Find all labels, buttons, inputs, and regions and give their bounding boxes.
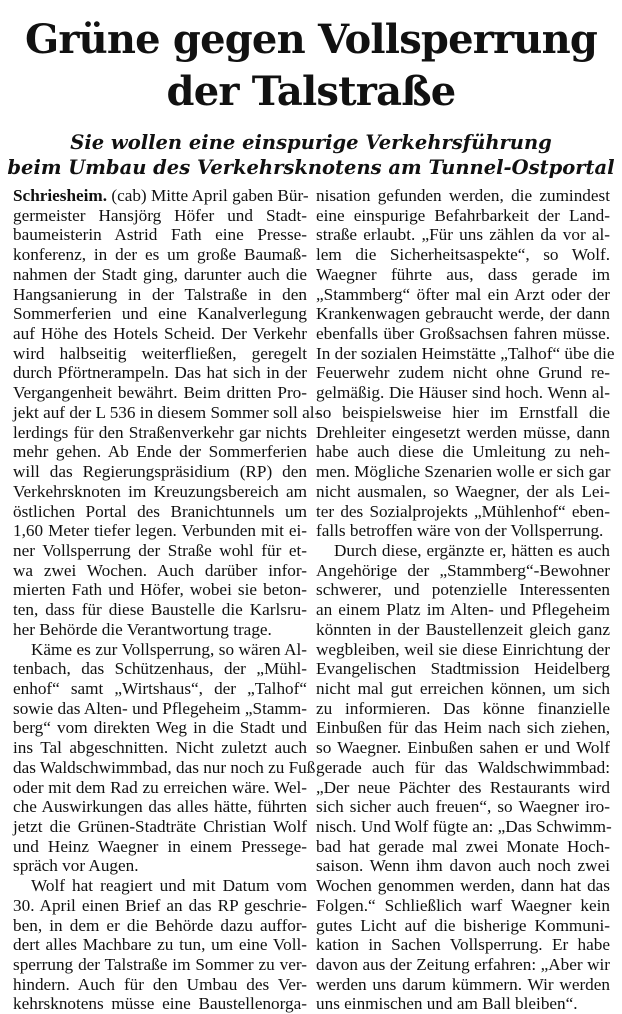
text-line: Folgen.“ Schließlich warf Waegner kein (316, 895, 610, 915)
headline-line-1: Grüne gegen Vollsperrung (24, 16, 598, 63)
text-line: davon aus der Zeitung erfahren: „Aber wir (316, 955, 610, 975)
text-line: sowie das Alten- und Pflegeheim „Stamm- (13, 698, 307, 718)
text-line: ten, dass für diese Baustelle die Karlsru- (13, 600, 307, 620)
text-line: werden uns darum kümmern. Wir werden (316, 974, 610, 994)
text-line: 30. April einen Brief an das RP geschrie- (13, 895, 307, 915)
text-line: berg“ vom direkten Weg in die Stadt und (13, 718, 307, 738)
text-line: mehr gehen. Ab Ende der Sommerferien (13, 442, 307, 462)
text-line: ben, in dem er die Behörde dazu auffor- (13, 915, 307, 935)
text-line: und Heinz Waegner in einem Pressege- (13, 836, 307, 856)
text-line: „Der neue Pächter des Restaurants wird (316, 777, 610, 797)
text-line: tenbach, das Schützenhaus, der „Mühl- (13, 659, 307, 679)
text-line: sperrung der Talstraße im Sommer zu ver- (13, 955, 307, 975)
text-line: nicht ausmalen, so Waegner, der als Lei- (316, 481, 610, 501)
text-line: baumeisterin Astrid Fath eine Presse- (13, 225, 307, 245)
text-line: Feuerwehr zudem nicht ohne Grund re- (316, 363, 610, 383)
text-line: 1,60 Meter tiefer legen. Verbunden mit ei- (13, 521, 307, 541)
text-line: jekt auf der L 536 in diesem Sommer soll al- (13, 402, 321, 422)
text-line: bad hat gerade mal zwei Monate Hoch- (316, 836, 610, 856)
text-line: durch Pförtnerampeln. Das hat sich in der (13, 363, 307, 383)
text-line: Angehörige der „Stammberg“-Bewohner (316, 560, 610, 580)
subheadline-line-1: Sie wollen eine einspurige Verkehrsführung (70, 131, 552, 154)
text-line: men. Mögliche Szenarien wolle er sich gar (316, 462, 611, 482)
text-line: Drehleiter eingesetzt werden müsse, dann (316, 422, 610, 442)
text-line: lerdings für den Straßenverkehr gar nichts (13, 422, 307, 442)
text-line: Evangelischen Stadtmission Heidelberg (316, 659, 610, 679)
text-line: enhof“ samt „Wirtshaus“, der „Talhof“ (13, 678, 307, 698)
text-line: mierten Fath und Höfer, wobei sie beton- (13, 580, 307, 600)
text-line: nahmen der Stadt ging, darunter auch die (13, 264, 307, 284)
text-line: gerade auch für das Waldschwimmbad: (316, 757, 610, 777)
text-line: her Behörde die Verantwortung trage. (13, 619, 272, 639)
text-fragment: (cab) Mitte April gaben Bür- (107, 186, 309, 205)
text-line: schwerer, und potenzielle Interessenten (316, 580, 610, 600)
article-column-left (13, 186, 321, 1014)
text-line: oder mit dem Rad zu erreichen wäre. Wel- (13, 777, 307, 797)
text-line: straße erlaubt. „Für uns zählen da vor al- (316, 225, 610, 245)
subheadline-line-2: beim Umbau des Verkehrsknotens am Tunnel-Ostportal (7, 156, 615, 179)
text-line: Waegner führte aus, dass gerade im (316, 264, 610, 284)
text-line: so beispielsweise hier im Ernstfall die (316, 402, 610, 422)
text-line: gelmäßig. Die Häuser sind hoch. Wenn al- (316, 383, 610, 403)
text-line: lem die Sicherheitsaspekte“, so Wolf. (316, 245, 610, 265)
text-line: wird halbseitig weiterfließen, geregelt (13, 343, 307, 363)
headline (0, 14, 622, 118)
text-line: ner Vollsperrung der Straße wohl für et- (13, 540, 307, 560)
text-line (13, 186, 307, 206)
text-line: hindern. Auch für den Umbau des Ver- (13, 974, 307, 994)
text-line: an einem Platz im Alten- und Pflegeheim (316, 600, 610, 620)
text-line: östlichen Portal des Branichtunnels um (13, 501, 307, 521)
article-column-right (316, 186, 615, 1014)
text-line: Wolf hat reagiert und mit Datum vom (31, 876, 307, 896)
subheadline (0, 130, 622, 180)
text-line: eine einspurige Befahrbarkeit der Land- (316, 205, 610, 225)
text-line: nicht mal gut erreichen können, um sich (316, 678, 610, 698)
text-line: nisch. Und Wolf fügte an: „Das Schwimm- (316, 817, 612, 836)
text-line: habe auch diese die Umleitung zu neh- (316, 442, 610, 462)
text-line: che Auswirkungen das alles hätte, führten (13, 797, 307, 817)
text-line: In der sozialen Heimstätte „Talhof“ übe die (316, 343, 615, 363)
text-line: Verkehrsknoten im Kreuzungsbereich am (13, 481, 307, 501)
text-line: zu informieren. Das könne finanzielle (316, 698, 610, 718)
text-line: jetzt die Grünen-Stadträte Christian Wolf (13, 817, 307, 836)
text-line: Vergangenheit bewährt. Beim dritten Pro- (13, 383, 307, 403)
dateline: Schriesheim. (13, 186, 108, 205)
text-line: wa zwei Wochen. Auch darüber infor- (13, 560, 307, 580)
text-line: will das Regierungspräsidium (RP) den (13, 462, 307, 482)
text-line: Einbußen für das Heim nach sich ziehen, (316, 718, 610, 738)
text-line: dert alles Machbare zu tun, um eine Voll- (13, 935, 307, 955)
text-line: Sommerferien und eine Kanalverlegung (13, 304, 307, 324)
headline-line-2: der Talstraße (166, 68, 456, 115)
text-line: wegbleiben, weil sie diese Einrichtung der (316, 639, 610, 659)
text-line: germeister Hansjörg Höfer und Stadt- (13, 205, 307, 225)
text-line: so Waegner. Einbußen sahen er und Wolf (316, 738, 610, 758)
text-line: das Waldschwimmbad, das nur noch zu Fuß (13, 757, 316, 777)
text-line: nisation gefunden werden, die zumindest (316, 186, 610, 205)
text-line: sich sicher auch freuen“, so Waegner iro- (316, 797, 610, 817)
text-line: „Stammberg“ öfter mal ein Arzt oder der (316, 284, 610, 304)
text-line: ter des Sozialprojekts „Mühlenhof“ eben- (316, 501, 610, 521)
text-line: uns einmischen und am Ball bleiben“. (316, 994, 578, 1014)
text-line: Wochen genommen werden, dann hat das (316, 876, 610, 896)
text-line: auf Höhe des Hotels Scheid. Der Verkehr (13, 324, 307, 344)
text-line: gutes Licht auf die bisherige Kommuni- (316, 915, 610, 935)
text-line: konferenz, in der es um große Baumaß- (13, 245, 307, 265)
text-line: ins Tal abgeschnitten. Nicht zuletzt auch (13, 738, 307, 758)
text-line: kehrsknotens müsse eine Baustellenorga- (13, 994, 307, 1014)
text-line: spräch vor Augen. (13, 856, 139, 876)
text-line: Durch diese, ergänzte er, hätten es auch (334, 540, 610, 560)
text-line: Käme es zur Vollsperrung, so wären Al- (31, 639, 307, 659)
text-line: ebenfalls über Großsachsen fahren müsse. (316, 324, 610, 344)
text-line: Hangsanierung in der Talstraße in den (13, 284, 307, 304)
text-line: Krankenwagen gebraucht werde, der dann (316, 304, 610, 324)
text-line: falls betroffen wäre von der Vollsperrung. (316, 521, 604, 541)
text-line: könnten in der Baustellenzeit gleich ganz (316, 619, 610, 639)
text-line: saison. Wenn ihm davon auch noch zwei (316, 856, 610, 876)
text-line: kation in Sachen Vollsperrung. Er habe (316, 935, 610, 955)
